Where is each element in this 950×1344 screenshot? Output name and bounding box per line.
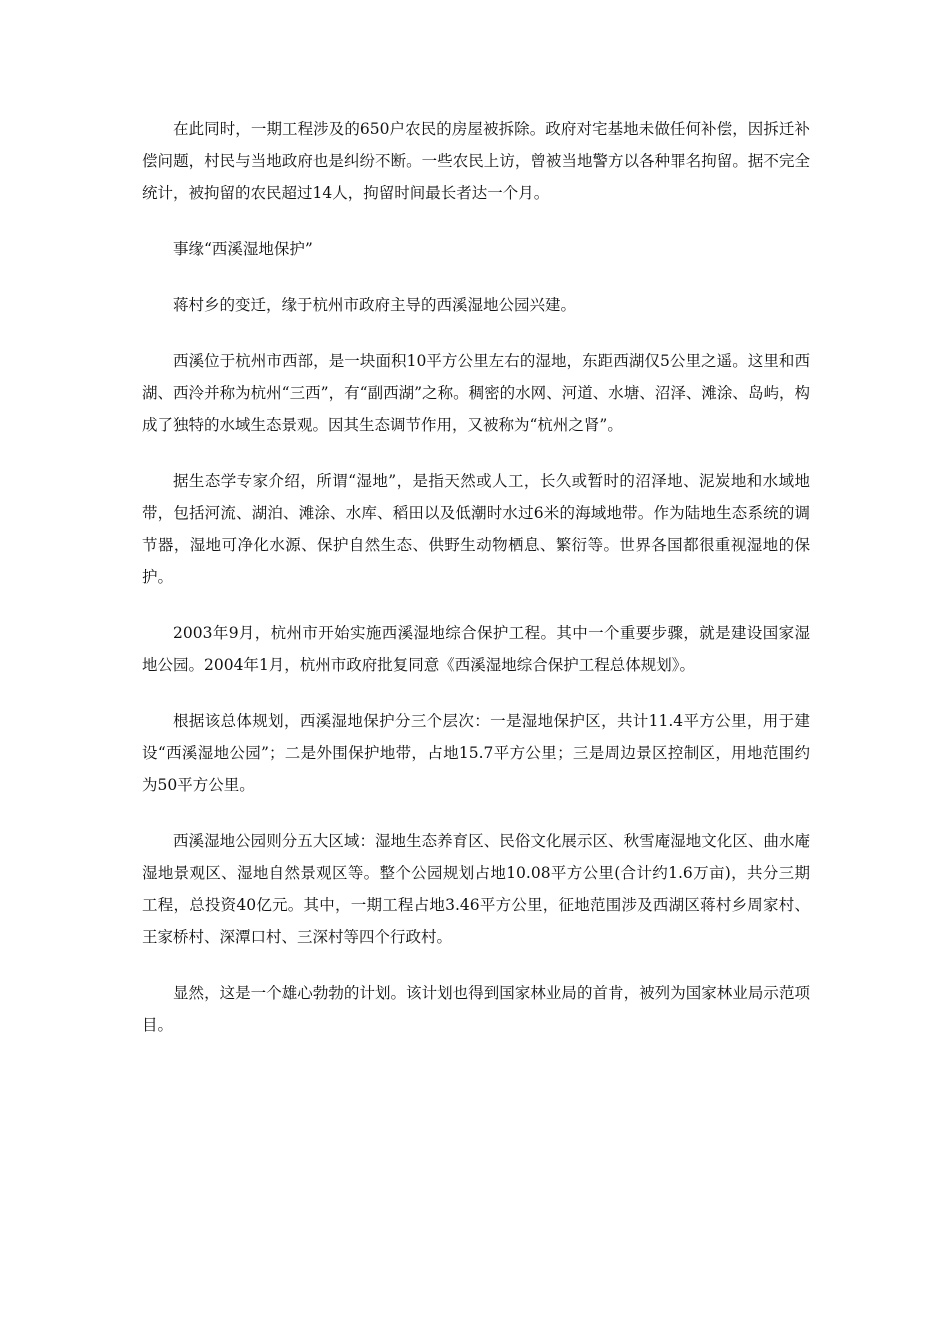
paragraph-protection-levels: 根据该总体规划，西溪湿地保护分三个层次：一是湿地保护区，共计11.4平方公里，用于建设“西溪湿地公园”；二是外围保护地带，占地15.7平方公里；三是周边景区控制区，用地范围约为50平方公里。 (142, 712, 810, 794)
section-heading: 事缘“西溪湿地保护” (173, 240, 313, 258)
paragraph-xixi-location: 西溪位于杭州市西部，是一块面积10平方公里左右的湿地，东距西湖仅5公里之遥。这里和西湖、西泠并称为杭州“三西”，有“副西湖”之称。稠密的水网、河道、水塘、沼泽、滩涂、岛屿，构成了独特的水域生态景观。因其生态调节作用，又被称为“杭州之肾”。 (142, 352, 810, 434)
paragraph-demolition: 在此同时，一期工程涉及的650户农民的房屋被拆除。政府对宅基地未做任何补偿，因拆迁补偿问题，村民与当地政府也是纠纷不断。一些农民上访，曾被当地警方以各种罪名拘留。据不完全统计，被拘留的农民超过14人，拘留时间最长者达一个月。 (142, 120, 810, 202)
paragraph-park-zones: 西溪湿地公园则分五大区域：湿地生态养育区、民俗文化展示区、秋雪庵湿地文化区、曲水庵湿地景观区、湿地自然景观区等。整个公园规划占地10.08平方公里(合计约1.6万亩)，共分三期工程，总投资40亿元。其中，一期工程占地3.46平方公里，征地范围涉及西湖区蒋村乡周家村、王家桥村、深潭口村、三深村等四个行政村。 (142, 832, 810, 946)
paragraph-project-start: 2003年9月，杭州市开始实施西溪湿地综合保护工程。其中一个重要步骤，就是建设国家湿地公园。2004年1月，杭州市政府批复同意《西溪湿地综合保护工程总体规划》。 (142, 624, 810, 674)
document-body (142, 113, 810, 1065)
paragraph-conclusion: 显然，这是一个雄心勃勃的计划。该计划也得到国家林业局的首肯，被列为国家林业局示范项目。 (142, 984, 810, 1034)
paragraph-origin: 蒋村乡的变迁，缘于杭州市政府主导的西溪湿地公园兴建。 (173, 296, 577, 314)
paragraph-wetland-definition: 据生态学专家介绍，所谓“湿地”，是指天然或人工，长久或暂时的沼泽地、泥炭地和水域地带，包括河流、湖泊、滩涂、水库、稻田以及低潮时水过6米的海域地带。作为陆地生态系统的调节器，湿地可净化水源、保护自然生态、供野生动物栖息、繁衍等。世界各国都很重视湿地的保护。 (142, 472, 810, 586)
